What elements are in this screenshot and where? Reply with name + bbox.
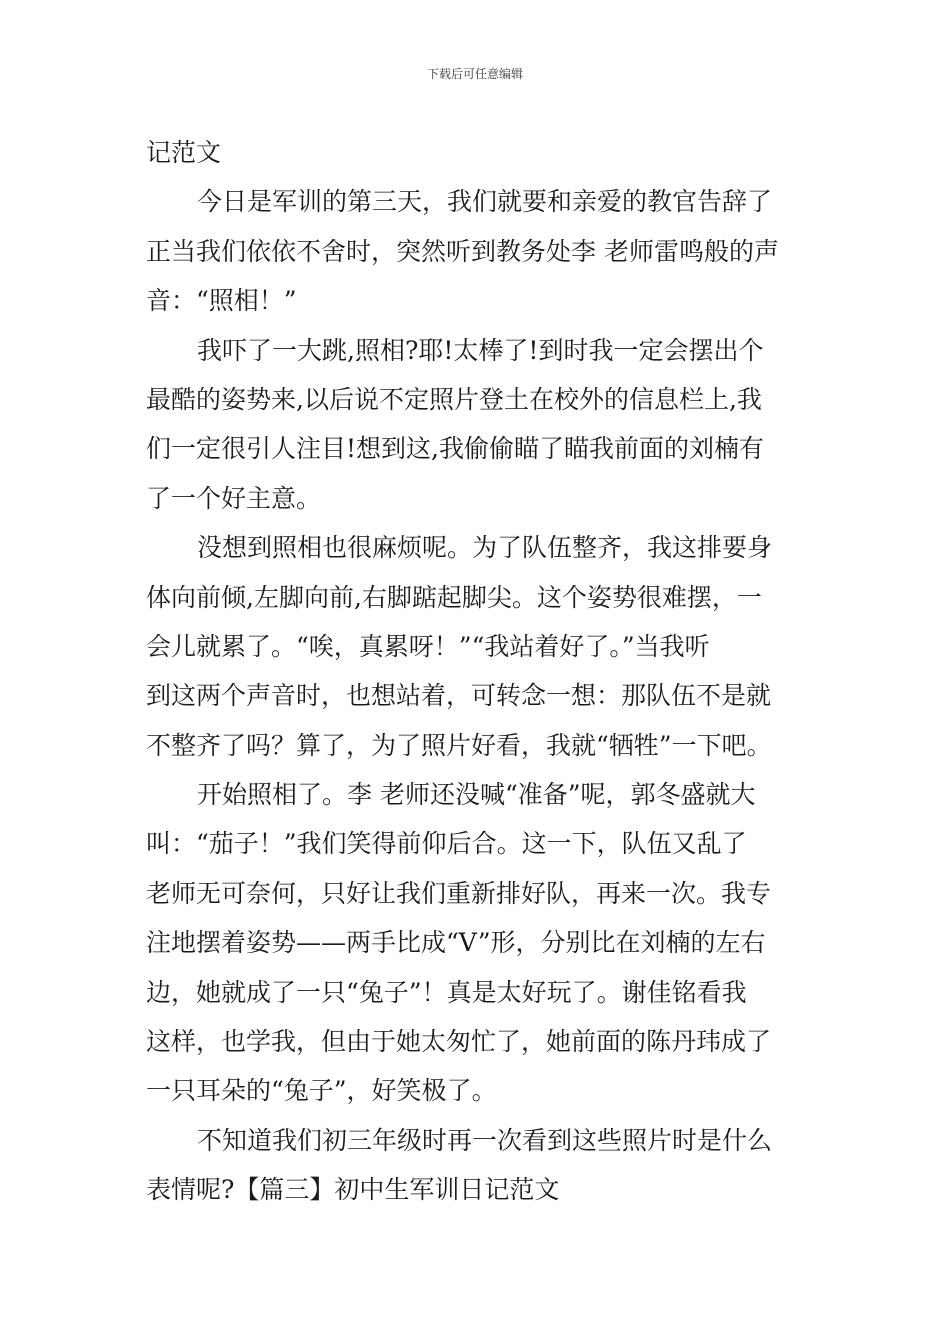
text-line: 老师无可奈何，只好让我们重新排好队，再来一次。我专 (146, 878, 772, 908)
text-line: 今日是军训的第三天，我们就要和亲爱的教官告辞了 (197, 187, 773, 217)
text-line: 边，她就成了一只“兔子”！真是太好玩了。谢佳铭看我 (146, 977, 747, 1007)
text-line: 表情呢?【篇三】初中生军训日记范文 (146, 1175, 560, 1205)
document-body (146, 128, 808, 1215)
page-header: 下载后可任意编辑 (426, 67, 523, 81)
text-line: 到这两个声音时，也想站着，可转念一想：那队伍不是就 (146, 681, 772, 711)
text-line: 记范文 (146, 138, 222, 167)
text-line: 这样，也学我，但由于她太匆忙了，她前面的陈丹玮成了 (146, 1027, 772, 1057)
text-line: 音：“照相！” (146, 286, 297, 316)
text-line: 注地摆着姿势——两手比成“V”形，分别比在刘楠的左右 (146, 928, 766, 958)
text-line: 一只耳朵的“兔子”，好笑极了。 (146, 1076, 497, 1106)
text-line: 不整齐了吗？算了，为了照片好看，我就“牺牲”一下吧。 (146, 730, 772, 760)
text-line: 开始照相了。李 老师还没喊“准备”呢，郭冬盛就大 (197, 780, 756, 810)
text-line: 最酷的姿势来,以后说不定照片登土在校外的信息栏上,我 (146, 384, 762, 414)
text-line: 了一个好主意。 (146, 483, 322, 513)
text-line: 不知道我们初三年级时再一次看到这些照片时是什么 (197, 1125, 773, 1155)
text-line: 们一定很引人注目!想到这,我偷偷瞄了瞄我前面的刘楠有 (146, 434, 764, 464)
text-line: 我吓了一大跳,照相?耶!太棒了!到时我一定会摆出个 (197, 335, 764, 365)
text-line: 没想到照相也很麻烦呢。为了队伍整齐，我这排要身 (197, 533, 773, 563)
text-line: 体向前倾,左脚向前,右脚踮起脚尖。这个姿势很难摆，一 (146, 582, 762, 612)
text-line: 正当我们依依不舍时，突然听到教务处李 老师雷鸣般的声 (146, 236, 779, 266)
text-line: 叫：“茄子！”我们笑得前仰后合。这一下，队伍又乱了 (146, 829, 747, 859)
text-line: 会儿就累了。“唉，真累呀！”“我站着好了。”当我听 (146, 631, 710, 661)
